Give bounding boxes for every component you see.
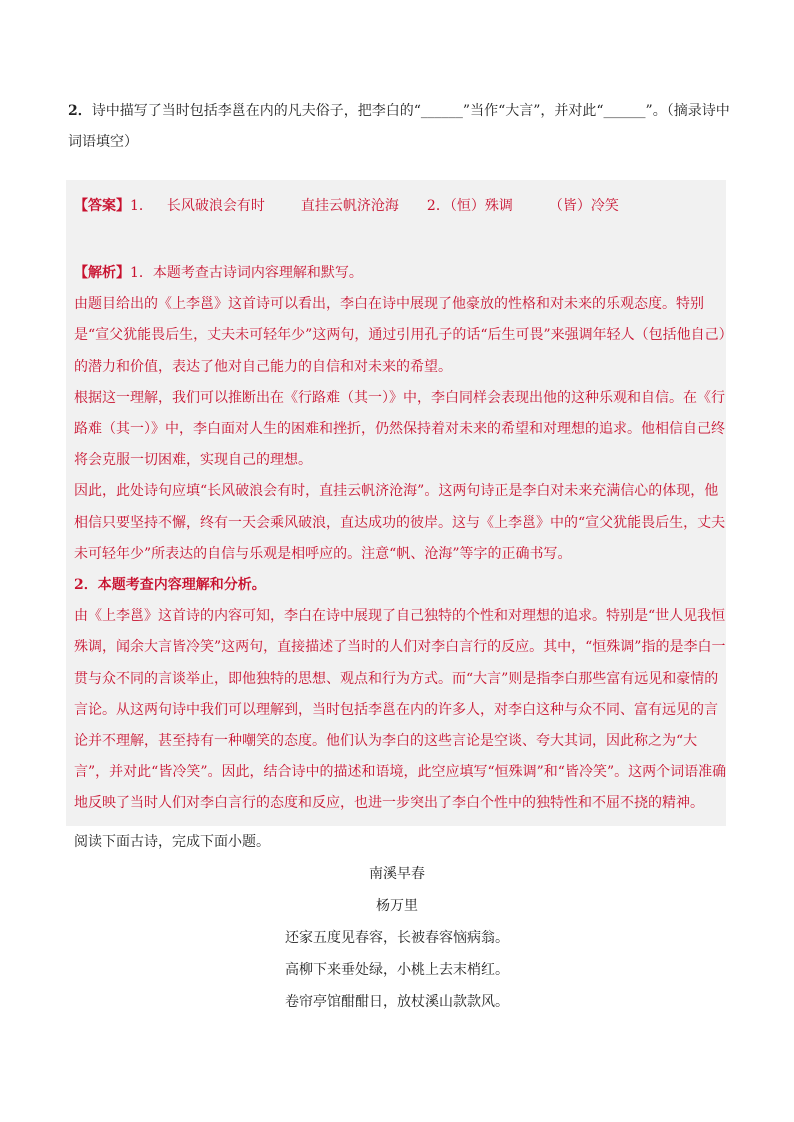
analysis-paragraph-3: 因此，此处诗句应填“长风破浪会有时，直挂云帆济沧海”。这两句诗正是李白对未来充满信心的体现，他相信只要坚持不懈，终有一天会乘风破浪，直达成功的彼岸。这与《上李邕》中的“宣父犹能畏后生，丈夫未可轻年少”所表达的自信与乐观是相呼应的。注意“帆、沧海”等字的正确书写。 (74, 483, 726, 562)
question-2 (68, 96, 732, 158)
answer-item-1: 长风破浪会有时 (166, 198, 265, 214)
poem (0, 858, 794, 1018)
answer-tag: 【答案】 (74, 198, 130, 214)
poem-title: 南溪早春 (369, 866, 425, 882)
poem-author: 杨万里 (376, 898, 418, 914)
analysis-heading-2: 2．本题考查内容理解和分析。 (74, 577, 266, 594)
analysis-heading-1 (74, 258, 728, 289)
question-text: 诗中描写了当时包括李邕在内的凡夫俗子，把李白的“______”当作“大言”，并对此“______”。（摘录诗中词语填空） (68, 103, 730, 150)
poem-line-1: 还家五度见春容，长被春容恼病翁。 (285, 930, 509, 946)
answer-item-4: （皆）冷笑 (548, 198, 619, 214)
analysis-paragraph-1: 由题目给出的《上李邕》这首诗可以看出，李白在诗中展现了他豪放的性格和对未来的乐观态度。特别是“宣父犹能畏后生，丈夫未可轻年少”这两句，通过引用孔子的话“后生可畏”来强调年轻人（包括他自己）的潜力和价值，表达了他对自己能力的自信和对未来的希望。 (74, 296, 726, 375)
analysis (74, 258, 728, 820)
answer-item-2: 直挂云帆济沧海 (300, 198, 399, 214)
question-number: 2． (68, 103, 92, 119)
reading-instruction: 阅读下面古诗，完成下面小题。 (74, 834, 270, 850)
analysis-tag: 【解析】 (74, 265, 130, 281)
analysis-paragraph-4: 由《上李邕》这首诗的内容可知，李白在诗中展现了自己独特的个性和对理想的追求。特别是“世人见我恒殊调，闻余大言皆冷笑”这两句，直接描述了当时的人们对李白言行的反应。其中，“恒殊调”指的是李白一贯与众不同的言谈举止，即他独特的思想、观点和行为方式。而“大言”则是指李白那些富有远见和豪情的言论。从这两句诗中我们可以理解到，当时包括李邕在内的许多人，对李白这种与众不同、富有远见的言论并不理解，甚至持有一种嘲笑的态度。他们认为李白的这些言论是空谈、夸大其词，因此称之为“大言”，并对此“皆冷笑”。因此，结合诗中的描述和语境，此空应填写“恒殊调”和“皆冷笑”。这两个词语准确地反映了当时人们对李白言行的态度和反应，也进一步突出了李白个性中的独特性和不屈不挠的精神。 (74, 608, 727, 812)
answer-item-1-label: 1． (130, 198, 153, 214)
answer-item-3-label: 2． (426, 198, 450, 214)
analysis-paragraph-2: 根据这一理解，我们可以推断出在《行路难（其一）》中，李白同样会表现出他的这种乐观和自信。在《行路难（其一）》中，李白面对人生的困难和挫折，仍然保持着对未来的希望和对理想的追求。他相信自己终将会克服一切困难，实现自己的理想。 (74, 389, 725, 469)
poem-line-2: 高柳下来垂处绿，小桃上去末梢红。 (285, 962, 509, 978)
answer-item-3: （恒）殊调 (449, 198, 513, 214)
answer-line (74, 194, 619, 218)
poem-line-3: 卷帘亭馆酣酣日，放杖溪山款款风。 (285, 994, 509, 1010)
analysis-sub-1: 1．本题考查古诗词内容理解和默写。 (130, 265, 363, 281)
